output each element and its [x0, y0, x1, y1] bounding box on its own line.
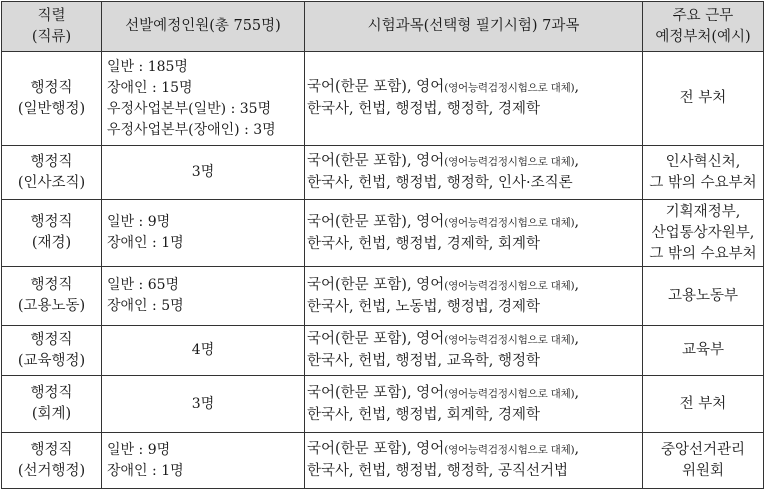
selection-line: [107, 461, 304, 482]
category-text: (일반행정): [17, 100, 86, 117]
category-text: (재경): [31, 235, 72, 251]
subjects-main: 국어(한문 포함), 영어: [307, 384, 445, 401]
category-text: 행정직: [30, 277, 73, 293]
table-row: [2, 52, 764, 146]
selection-line: [107, 296, 304, 317]
dept-text: 그 밖의 수요부처: [649, 174, 757, 191]
category-cell: [2, 146, 102, 200]
selection-label: 장애인: [107, 298, 148, 314]
dept-text: 중앙선거관리: [660, 441, 746, 458]
category-text: 행정직: [30, 331, 73, 348]
selection-label: 일반: [107, 277, 135, 293]
subjects-main: 국어(한문 포함), 영어: [307, 276, 445, 293]
selection-sep: :: [147, 235, 162, 251]
category-text: 행정직: [30, 214, 73, 230]
header-subjects: 시험과목(선택형 필기시험) 7과목: [305, 2, 643, 52]
subjects-line: 한국사, 헌법, 행정법, 행정학, 인사·조직론: [307, 175, 573, 191]
category-cell: [2, 376, 102, 433]
table-row: [2, 433, 764, 489]
subjects-line: [307, 151, 642, 173]
subjects-cell: [305, 52, 643, 146]
subjects-note: (영어능력검정시험으로 대체): [444, 279, 575, 292]
dept-text: 인사혁신처,: [665, 153, 741, 170]
selection-sep: :: [134, 58, 148, 75]
selection-count: 9명: [147, 441, 171, 458]
subjects-main: 국어(한문 포함), 영어: [307, 153, 445, 169]
dept-text: 전 부처: [679, 90, 727, 106]
subjects-note: (영어능력검정시험으로 대체): [444, 387, 575, 400]
selection-cell: [102, 146, 305, 200]
subjects-main: 국어(한문 포함), 영어: [307, 331, 445, 347]
subjects-line: 한국사, 헌법, 행정법, 행정학, 공직선거법: [307, 463, 568, 479]
selection-label: 일반: [107, 441, 135, 458]
subjects-line: 한국사, 헌법, 행정법, 교육학, 행정학: [307, 353, 540, 369]
subjects-line: 한국사, 헌법, 행정법, 경제학, 회계학: [307, 235, 540, 252]
subjects-line: [307, 329, 642, 351]
dept-text: 고용노동부: [667, 287, 739, 304]
subjects-tail: ,: [574, 331, 580, 347]
selection-count: 35명: [239, 100, 272, 117]
subjects-line: [307, 275, 642, 297]
selection-line: [107, 78, 304, 99]
subjects-cell: [305, 200, 643, 267]
dept-text: 기획재정부,: [665, 203, 741, 220]
selection-total: 3명: [191, 395, 215, 412]
category-text: 행정직: [30, 385, 73, 401]
subjects-note: (영어능력검정시험으로 대체): [444, 216, 575, 229]
subjects-line: 한국사, 헌법, 노동법, 행정법, 경제학: [307, 298, 540, 315]
selection-line: [107, 99, 304, 120]
dept-cell: [643, 52, 764, 146]
dept-cell: [643, 200, 764, 267]
selection-label: 우정사업본부(일반): [107, 100, 227, 117]
dept-cell: [643, 326, 764, 376]
category-cell: [2, 267, 102, 326]
selection-line: [107, 275, 304, 296]
selection-cell: [102, 326, 305, 376]
subjects-cell: [305, 267, 643, 326]
table-row: [2, 146, 764, 200]
selection-sep: :: [147, 462, 162, 479]
subjects-tail: ,: [574, 384, 580, 401]
selection-sep: :: [226, 100, 240, 117]
selection-sep: :: [239, 121, 254, 138]
subjects-note: (영어능력검정시험으로 대체): [444, 444, 575, 456]
category-cell: [2, 433, 102, 489]
selection-count: 15명: [161, 79, 193, 96]
selection-cell: [102, 52, 305, 146]
subjects-note: (영어능력검정시험으로 대체): [444, 334, 575, 346]
selection-total: 4명: [191, 342, 215, 358]
subjects-tail: ,: [574, 213, 580, 230]
subjects-tail: ,: [574, 441, 580, 457]
selection-sep: :: [147, 79, 162, 96]
selection-label: 일반: [107, 58, 135, 75]
header-dept: 주요 근무 예정부처(예시): [643, 2, 764, 52]
category-text: (교육행정): [17, 352, 86, 369]
subjects-cell: [305, 376, 643, 433]
category-text: 행정직: [30, 79, 73, 96]
subjects-tail: ,: [574, 276, 580, 293]
table-row: [2, 267, 764, 326]
table-row: [2, 326, 764, 376]
subjects-main: 국어(한문 포함), 영어: [307, 213, 445, 230]
category-cell: [2, 200, 102, 267]
subjects-tail: ,: [574, 79, 580, 95]
dept-text: 전 부처: [679, 395, 727, 412]
selection-label: 장애인: [107, 462, 148, 479]
selection-sep: :: [134, 214, 148, 230]
subjects-line: [307, 212, 642, 234]
selection-sep: :: [147, 298, 162, 314]
header-row: [2, 2, 764, 52]
category-text: 행정직: [30, 441, 73, 458]
subjects-line: [307, 77, 642, 99]
selection-cell: [102, 267, 305, 326]
subjects-note: (영어능력검정시험으로 대체): [444, 82, 575, 94]
category-text: 행정직: [30, 153, 73, 170]
category-text: (선거행정): [17, 462, 86, 479]
subjects-line: [307, 439, 642, 461]
subjects-note: (영어능력검정시험으로 대체): [444, 156, 575, 168]
table-row: [2, 376, 764, 433]
dept-cell: [643, 433, 764, 489]
selection-line: [107, 440, 304, 461]
selection-line: [107, 120, 304, 141]
subjects-cell: [305, 433, 643, 489]
header-category: 직렬 (직류): [2, 2, 102, 52]
selection-count: 5명: [161, 298, 184, 314]
subjects-main: 국어(한문 포함), 영어: [307, 79, 445, 95]
selection-label: 장애인: [107, 235, 148, 251]
selection-label: 장애인: [107, 79, 148, 96]
table-row: [2, 200, 764, 267]
selection-sep: :: [134, 441, 148, 458]
category-text: (인사조직): [17, 174, 86, 191]
category-cell: [2, 52, 102, 146]
dept-text: 교육부: [681, 342, 725, 358]
selection-label: 일반: [107, 214, 135, 230]
subjects-cell: [305, 146, 643, 200]
selection-count: 3명: [253, 121, 276, 138]
dept-cell: [643, 146, 764, 200]
category-text: (회계): [31, 406, 72, 422]
header-selection: 선발예정인원(총 755명): [102, 2, 305, 52]
subjects-cell: [305, 326, 643, 376]
subjects-tail: ,: [574, 153, 580, 169]
subjects-line: 한국사, 헌법, 행정법, 행정학, 경제학: [307, 101, 540, 117]
selection-count: 1명: [161, 462, 184, 479]
selection-total: 3명: [191, 164, 215, 180]
selection-line: [107, 212, 304, 233]
subjects-line: [307, 383, 642, 405]
selection-label: 우정사업본부(장애인): [107, 121, 240, 138]
selection-cell: [102, 200, 305, 267]
selection-line: [107, 233, 304, 254]
recruitment-table: [1, 1, 764, 489]
selection-cell: [102, 433, 305, 489]
dept-cell: [643, 376, 764, 433]
selection-cell: [102, 376, 305, 433]
selection-count: 1명: [161, 235, 184, 251]
selection-sep: :: [134, 277, 148, 293]
subjects-main: 국어(한문 포함), 영어: [307, 441, 445, 457]
subjects-line: 한국사, 헌법, 행정법, 회계학, 경제학: [307, 406, 540, 423]
selection-count: 65명: [147, 277, 180, 293]
category-text: (고용노동): [17, 298, 86, 314]
dept-cell: [643, 267, 764, 326]
dept-text: 위원회: [681, 462, 725, 479]
dept-text: 산업통상자원부,: [651, 224, 755, 241]
selection-count: 9명: [147, 214, 171, 230]
selection-line: [107, 57, 304, 78]
category-cell: [2, 326, 102, 376]
selection-count: 185명: [147, 58, 188, 75]
dept-text: 그 밖의 수요부처: [649, 245, 757, 262]
